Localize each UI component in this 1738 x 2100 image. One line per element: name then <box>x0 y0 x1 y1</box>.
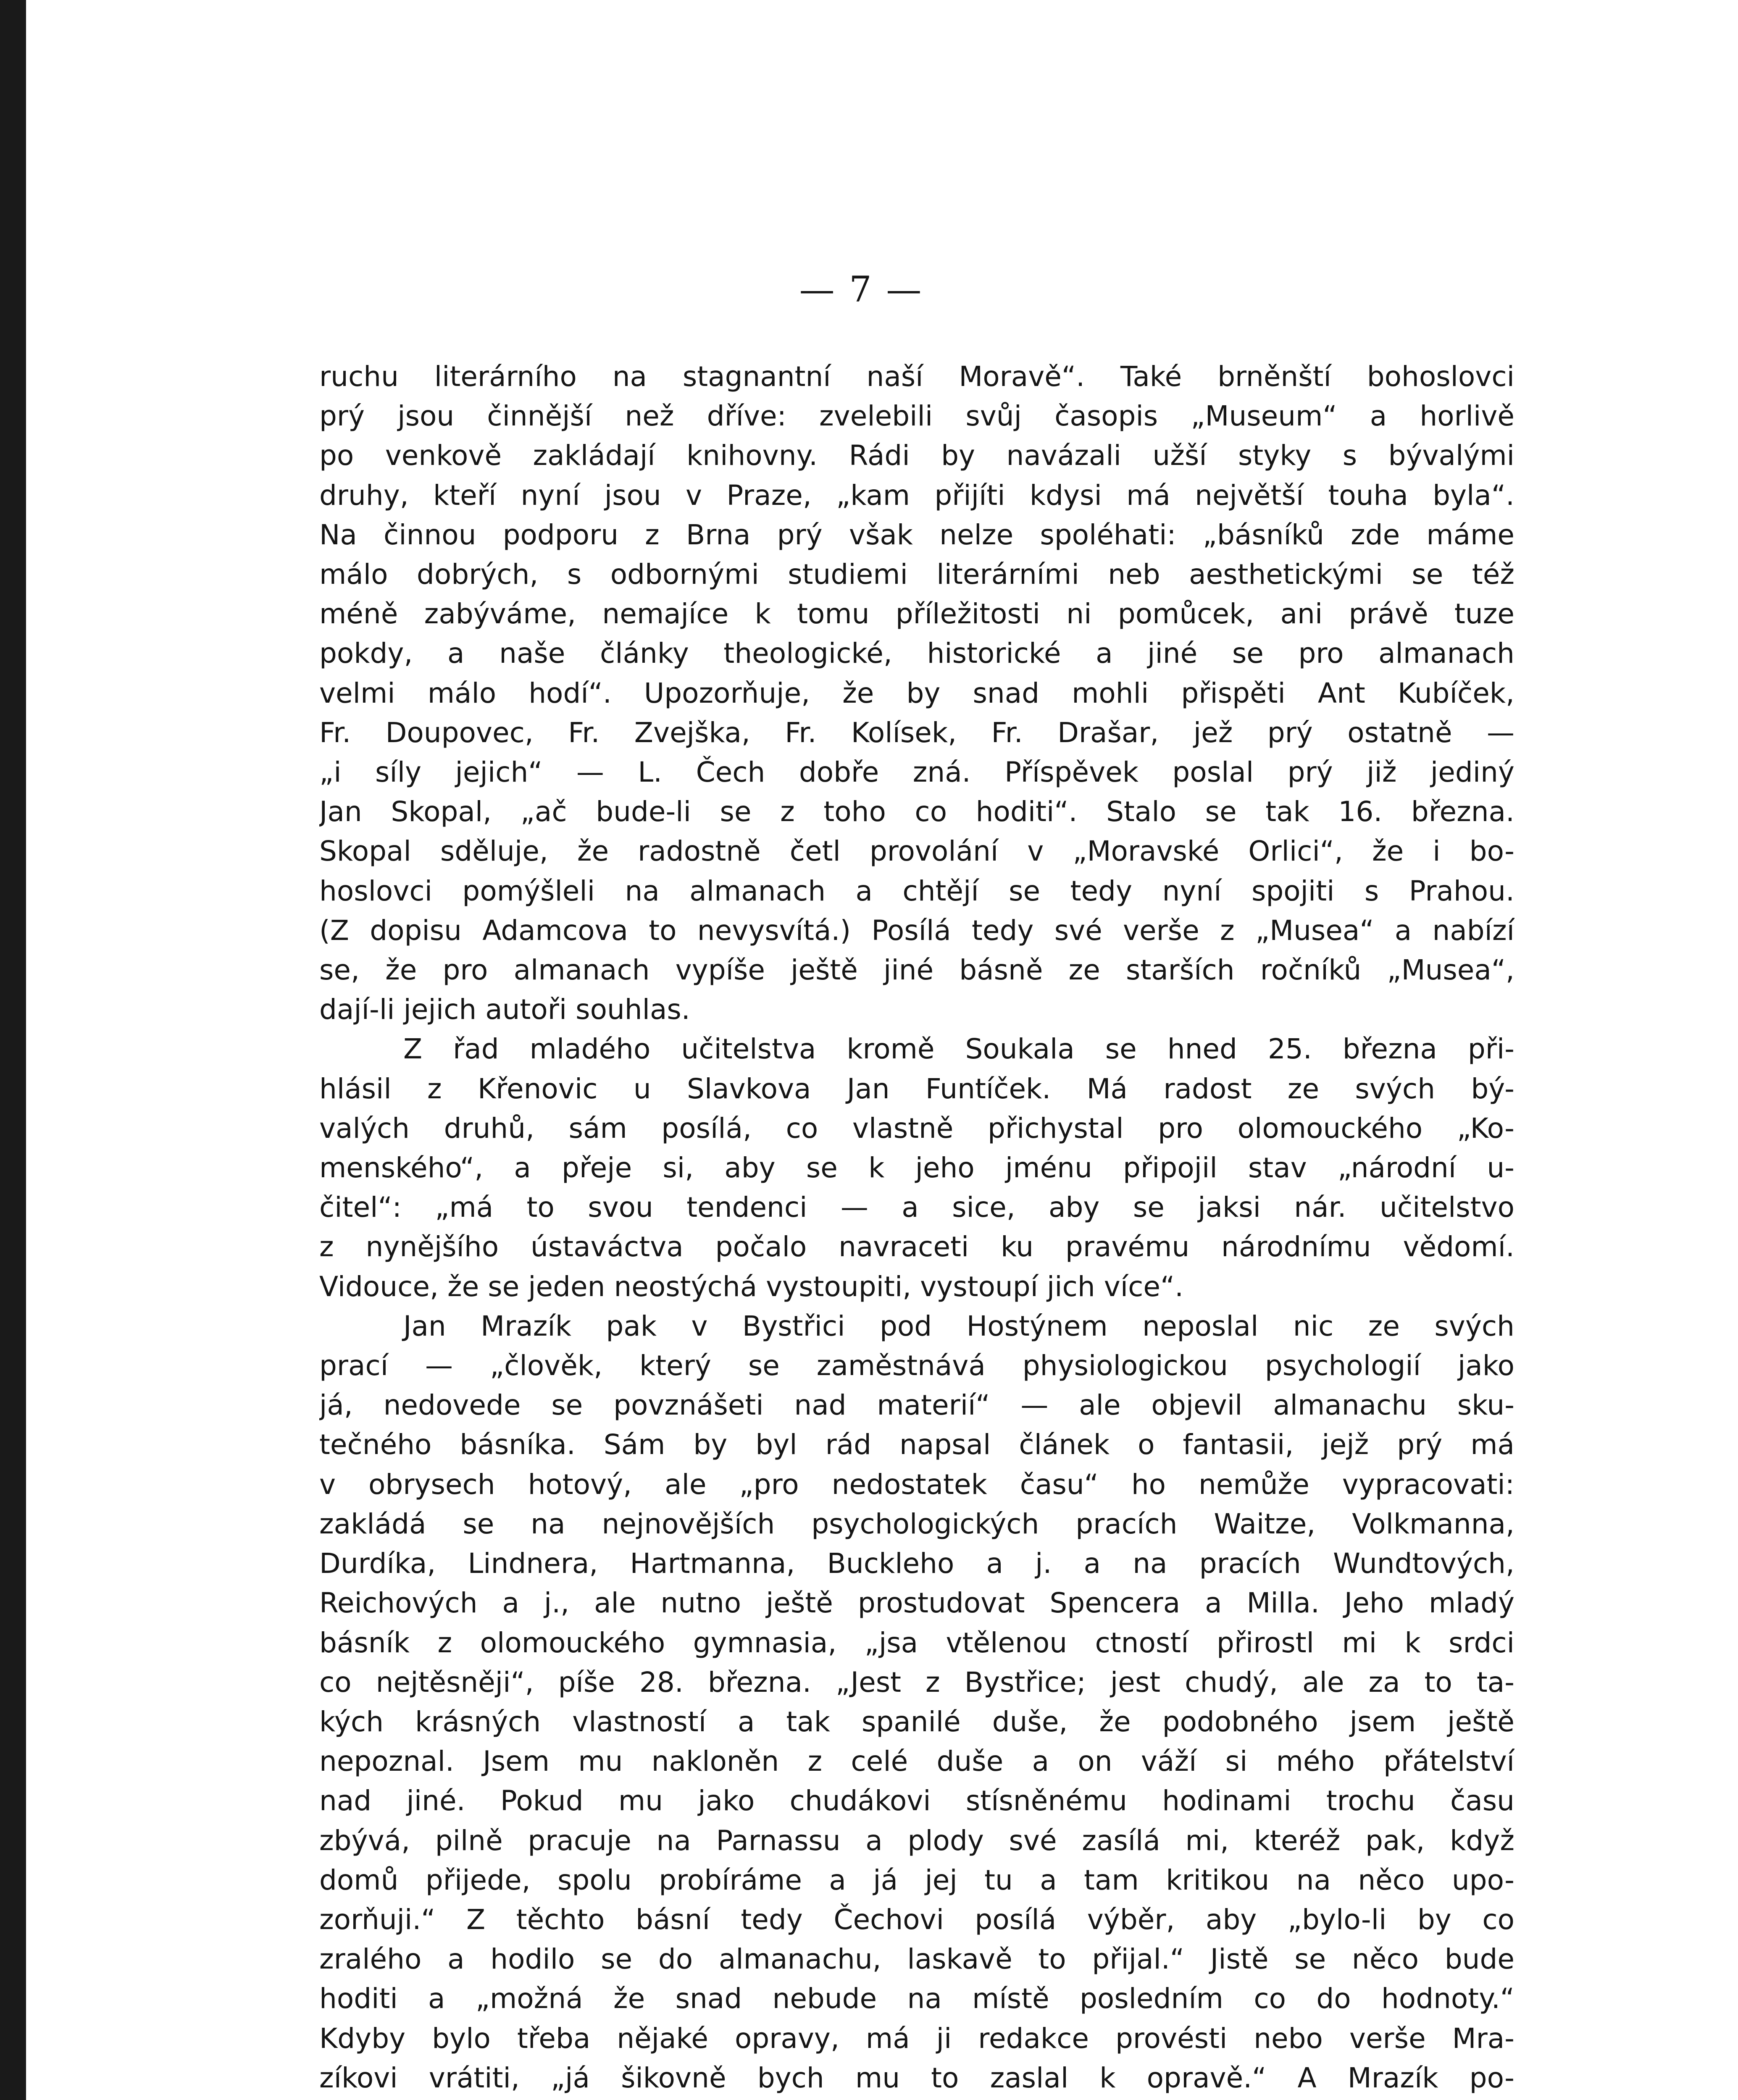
text-line: domů přijede, spolu probíráme a já jej tu a tam kritikou na něco upo- <box>319 1864 1515 1896</box>
text-line: Z řad mladého učitelstva kromě Soukala se hned 25. března při- <box>403 1033 1515 1066</box>
text-line: zíkovi vrátiti, „já šikovně bych mu to zaslal k opravě.“ A Mrazík po- <box>319 2061 1515 2094</box>
text-line: velmi málo hodí“. Upozorňuje, že by snad mohli přispěti Ant Kubíček, <box>319 677 1515 709</box>
text-line: Fr. Doupovec, Fr. Zvejška, Fr. Kolísek, Fr. Drašar, jež prý ostatně — <box>319 716 1515 749</box>
text-line: „i síly jejich“ — L. Čech dobře zná. Příspěvek poslal prý již jediný <box>319 756 1515 789</box>
text-line: Reichových a j., ale nutno ještě prostudovat Spencera a Milla. Jeho mladý <box>319 1587 1515 1620</box>
text-line: nepoznal. Jsem mu nakloněn z celé duše a on váží si mého přátelství <box>319 1745 1515 1778</box>
text-line: hlásil z Křenovic u Slavkova Jan Funtíček. Má radost ze svých bý- <box>319 1072 1515 1105</box>
text-line: Jan Skopal, „ač bude-li se z toho co hoditi“. Stalo se tak 16. března. <box>319 795 1515 828</box>
paragraph <box>319 1307 1515 2100</box>
text-line: nad jiné. Pokud mu jako chudákovi stísněnému hodinami trochu času <box>319 1785 1515 1817</box>
text-line: ruchu literárního na stagnantní naší Moravě“. Také brněnští bohoslovci <box>319 360 1515 393</box>
text-line: zorňuji.“ Z těchto básní tedy Čechovi posílá výběr, aby „bylo-li by co <box>319 1903 1515 1936</box>
text-line: v obrysech hotový, ale „pro nedostatek času“ ho nemůže vypracovati: <box>319 1468 1515 1501</box>
text-line: dají-li jejich autoři souhlas. <box>319 993 690 1026</box>
text-line: kých krásných vlastností a tak spanilé duše, že podobného jsem ještě <box>319 1705 1515 1738</box>
text-line: zralého a hodilo se do almanachu, laskavě to přijal.“ Jistě se něco bude <box>319 1943 1515 1976</box>
text-line: prací — „člověk, který se zaměstnává physiologickou psychologií jako <box>319 1349 1515 1382</box>
text-line: Kdyby bylo třeba nějaké opravy, má ji redakce provésti nebo verše Mra- <box>319 2022 1515 2055</box>
text-line: méně zabýváme, nemajíce k tomu příležitosti ni pomůcek, ani právě tuze <box>319 598 1515 630</box>
text-line: já, nedovede se povznášeti nad materií“ — ale objevil almanachu sku- <box>319 1389 1515 1422</box>
text-line: druhy, kteří nyní jsou v Praze, „kam přijíti kdysi má největší touha byla“. <box>319 479 1515 512</box>
text-line: po venkově zakládají knihovny. Rádi by navázali užší styky s bývalými <box>319 439 1515 472</box>
text-line: Na činnou podporu z Brna prý však nelze spoléhati: „básníků zde máme <box>319 518 1515 551</box>
text-line: (Z dopisu Adamcova to nevysvítá.) Posílá tedy své verše z „Musea“ a nabízí <box>319 914 1515 947</box>
binding-edge <box>0 0 26 2100</box>
text-line: málo dobrých, s odbornými studiemi literárními neb aesthetickými se též <box>319 558 1515 591</box>
text-line: se, že pro almanach vypíše ještě jiné básně ze starších ročníků „Musea“, <box>319 954 1515 987</box>
text-line: Jan Mrazík pak v Bystřici pod Hostýnem neposlal nic ze svých <box>403 1310 1515 1342</box>
text-line: tečného básníka. Sám by byl rád napsal článek o fantasii, jejž prý má <box>319 1428 1515 1461</box>
text-line: Vidouce, že se jeden neostýchá vystoupiti, vystoupí jich více“. <box>319 1270 1184 1303</box>
text-line <box>319 2098 1515 2100</box>
page-number: — 7 — <box>799 269 923 310</box>
text-line: prý jsou činnější než dříve: zvelebili svůj časopis „Museum“ a horlivě <box>319 400 1515 433</box>
text-line: zbývá, pilně pracuje na Parnassu a plody své zasílá mi, kteréž pak, když <box>319 1824 1515 1857</box>
body-text <box>319 357 1515 2100</box>
text-line: pokdy, a naše články theologické, historické a jiné se pro almanach <box>319 637 1515 670</box>
text-line: Durdíka, Lindnera, Hartmanna, Buckleho a j. a na pracích Wundtových, <box>319 1547 1515 1580</box>
text-line: hoslovci pomýšleli na almanach a chtějí se tedy nyní spojiti s Prahou. <box>319 874 1515 907</box>
text-line: valých druhů, sám posílá, co vlastně přichystal pro olomouckého „Ko- <box>319 1112 1515 1144</box>
text-line: Skopal sděluje, že radostně četl provolání v „Moravské Orlici“, že i bo- <box>319 835 1515 868</box>
text-line: z nynějšího ústaváctva počalo navraceti ku pravému národnímu vědomí. <box>319 1231 1515 1263</box>
text-line: co nejtěsněji“, píše 28. března. „Jest z Bystřice; jest chudý, ale za to ta- <box>319 1666 1515 1698</box>
paragraph <box>319 357 1515 1029</box>
text-line: čitel“: „má to svou tendenci — a sice, aby se jaksi nár. učitelstvo <box>319 1191 1515 1224</box>
paragraph <box>319 1029 1515 1306</box>
text-line: básník z olomouckého gymnasia, „jsa vtělenou ctností přirostl mi k srdci <box>319 1626 1515 1659</box>
text-line: zakládá se na nejnovějších psychologických pracích Waitze, Volkmanna, <box>319 1507 1515 1540</box>
text-line: hoditi a „možná že snad nebude na místě posledním co do hodnoty.“ <box>319 1982 1515 2015</box>
text-line: menského“, a přeje si, aby se k jeho jménu připojil stav „národní u- <box>319 1152 1515 1184</box>
